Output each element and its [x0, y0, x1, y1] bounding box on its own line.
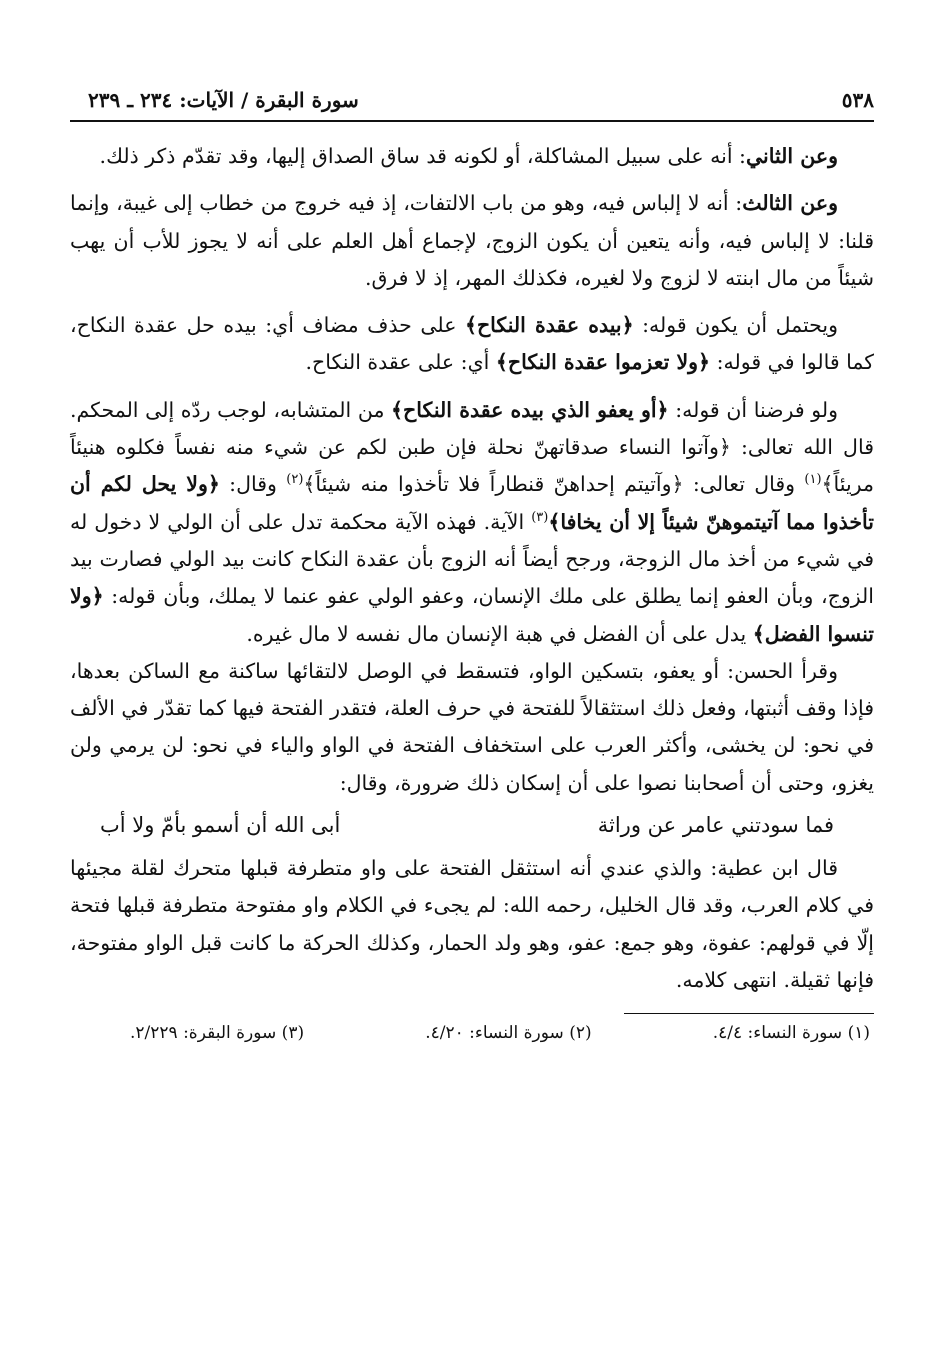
text-run: من المتشابه، لوجب ردّه إلى المحكم. قال الله تعالى: ﴿وآتوا النساء صدقاتهنّ نحلة فإن طبن لكم عن شيء منه نفساً فكلوه هنيئاً مريئاً﴾: [70, 397, 874, 497]
quran-quote: ﴿أو يعفو الذي بيده عقدة النكاح﴾: [391, 397, 669, 422]
text-run: وقال:: [219, 472, 287, 497]
running-header: [70, 86, 874, 122]
text-run: على حذف مضاف أي: بيده حل عقدة النكاح، كما قالوا في قوله:: [70, 313, 874, 375]
text-run: يدل على أن الفضل في هبة الإنسان مال نفسه لا مال غيره.: [246, 621, 753, 646]
paragraph-hasan-reading: وقرأ الحسن: أو يعفو، بتسكين الواو، فتسقط في الوصل لالتقائها ساكنة مع الساكن بعدها، فإذا وقف أثبتها، وفعل ذلك استثقالاً للفتحة في حرف العلة، فتقدر الفتحة فيها كما تقدّر في الألف في نحو: لن يخشى، وأكثر العرب على استخفاف الفتحة في الواو والياء في نحو: لن يرمي ولن يغزو، وحتى أن أصحابنا نصوا على أن إسكان ذلك ضرورة، وقال:: [70, 658, 874, 795]
paragraph-lead: وعن الثالث: [742, 191, 838, 216]
text-run: ولو فرضنا أن قوله:: [668, 397, 839, 422]
paragraph-second-answer: [70, 138, 874, 175]
quran-quote: ﴿بيده عقدة النكاح﴾: [464, 313, 634, 338]
footnote-3: (٣) سورة البقرة: ٢/٢٢٩.: [130, 1023, 305, 1044]
footnote-divider: [624, 1013, 874, 1014]
text-run: أي: على عقدة النكاح.: [305, 350, 496, 375]
poetry-verse: [70, 802, 874, 850]
paragraph-text: : أنه لا إلباس فيه، وهو من باب الالتفات، إذ فيه خروج من خطاب إلى غيبة، وإنما قلنا: لا إلباس فيه، وأنه يتعين أن يكون الزوج، لإجماع أهل العلم على أنه لا يجوز للأب أن يهب شيئاً من مال ابنته لا لزوج ولا لغيره، فكذلك المهر، إذ لا فرق.: [70, 191, 874, 290]
page-title: سورة البقرة / الآيات: ٢٣٤ ـ ٢٣٩: [88, 88, 359, 112]
quran-quote: ﴿ولا يحل لكم أن تأخذوا مما آتيتموهنّ شيئاً إلا أن يخافا﴾: [70, 472, 875, 534]
paragraph-text: : أنه على سبيل المشاكلة، أو لكونه قد ساق الصداق إليها، وقد تقدّم ذكر ذلك.: [99, 144, 746, 168]
paragraph-lead: وعن الثاني: [745, 144, 838, 168]
footnotes: [70, 1020, 874, 1046]
text-run: ويحتمل أن يكون قوله:: [633, 313, 838, 338]
text-run: الآية. فهذه الآية محكمة تدل على أن الولي لا دخول له في شيء من أخذ مال الزوجة، ورجح أيضاً أنه الزوج بأن عقدة النكاح كانت بيد الولي فصارت بيد الزوج، وبأن العفو إنما يطلق على ملك الإنسان، وعفو الولي عفو عنما لا يملك، وبأن قوله:: [70, 509, 874, 609]
footnote-ref: (١): [804, 472, 822, 488]
page-number: ٥٣٨: [841, 88, 874, 112]
verse-hemistich-right: فما سودتني عامر عن وراثة: [597, 813, 834, 838]
quran-quote: ﴿ولا تعزموا عقدة النكاح﴾: [495, 350, 711, 375]
footnote-2: (٢) سورة النساء: ٤/٢٠.: [425, 1023, 592, 1044]
main-text: [70, 138, 874, 999]
book-page: [70, 86, 874, 1046]
text-run: وقال تعالى: ﴿وآتيتم إحداهنّ قنطاراً فلا تأخذوا منه شيئاً﴾: [303, 472, 805, 497]
footnote-1: (١) سورة النساء: ٤/٤.: [712, 1023, 870, 1044]
footnote-ref: (٣): [531, 509, 549, 525]
paragraph-third-answer: [70, 185, 874, 297]
paragraph-mutashabih: [70, 392, 874, 653]
paragraph-possibility: [70, 307, 874, 382]
quran-quote: ﴿ولا تنسوا الفضل﴾: [70, 584, 874, 646]
paragraph-ibn-atiyya: قال ابن عطية: والذي عندي أنه استثقل الفتحة على واو متطرفة قبلها متحرك لقلة مجيئها في كلام العرب، وقد قال الخليل، رحمه الله: لم يجىء في الكلام واو مفتوحة متطرفة قبلها فتحة إلّا في قولهم: عفوة، وهو جمع: عفو، وهو ولد الحمار، وكذلك الحركة ما كانت قبل الواو مفتوحة، فإنها ثقيلة. انتهى كلامه.: [70, 856, 874, 992]
footnote-ref: (٢): [286, 472, 304, 488]
verse-hemistich-left: أبى الله أن أسمو بأمّ ولا أب: [100, 813, 341, 838]
